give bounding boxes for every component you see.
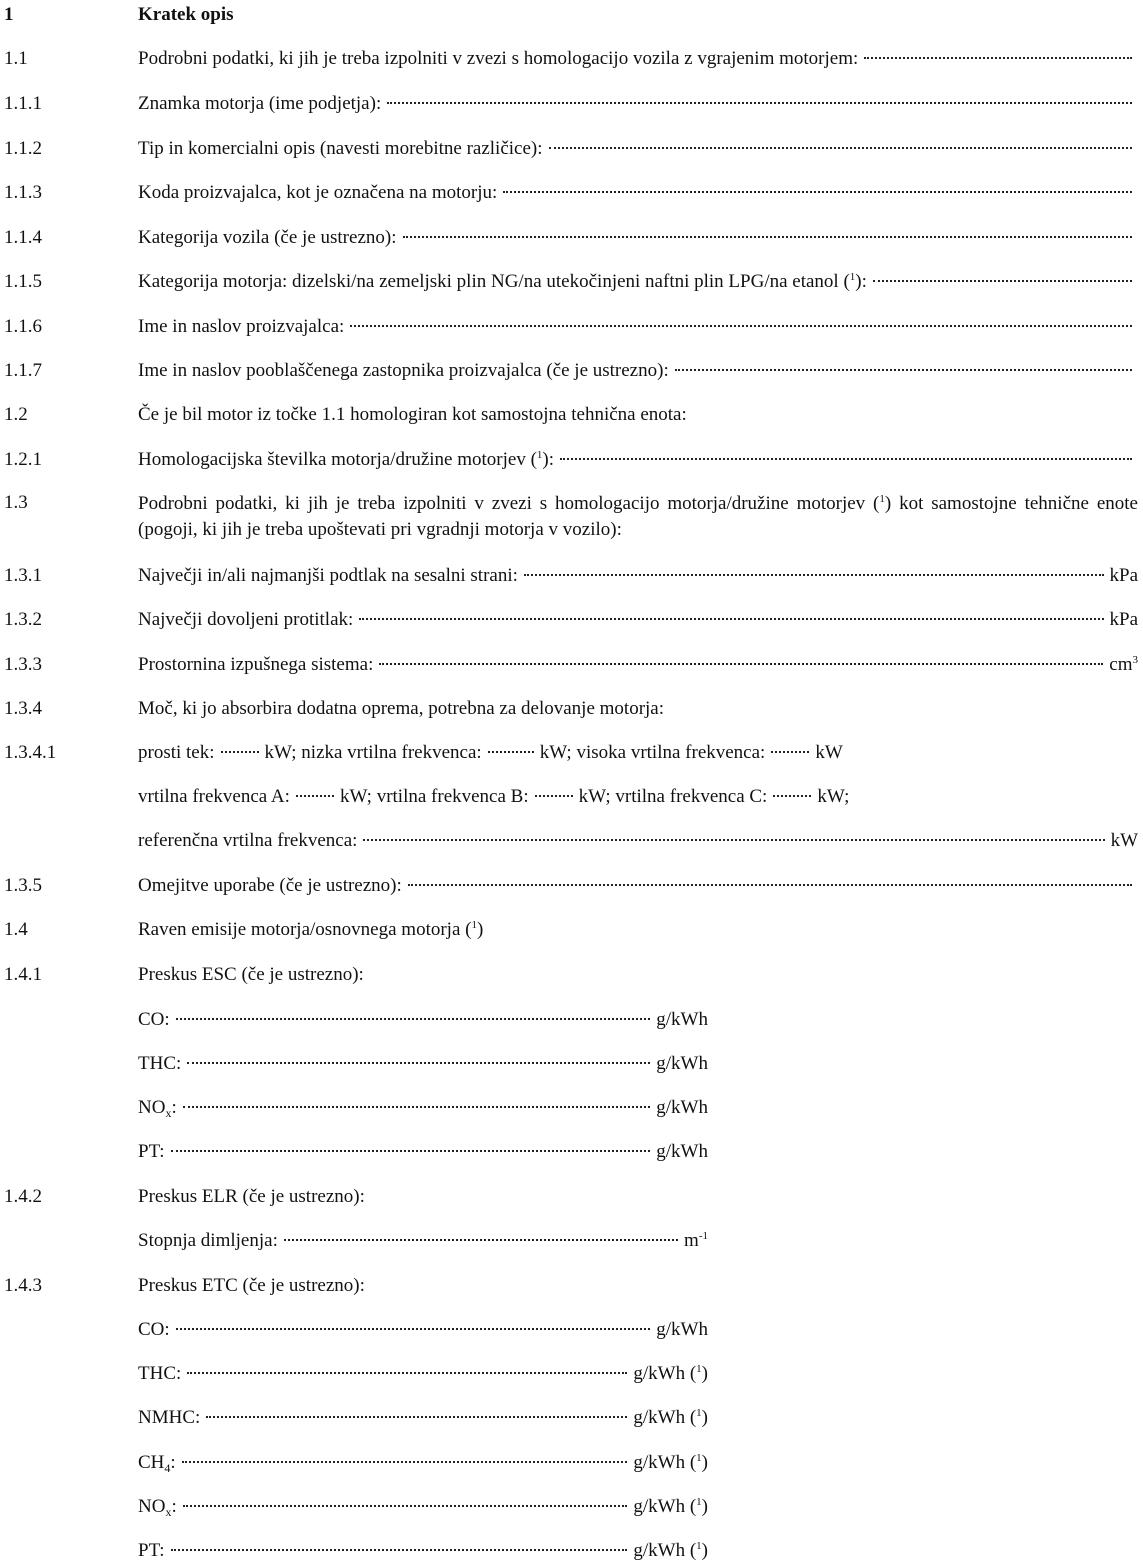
section-title: Kratek opis bbox=[138, 4, 234, 25]
label-thc: THC: bbox=[138, 1053, 182, 1074]
item-number: 1.1.3 bbox=[4, 182, 42, 203]
fill-line[interactable] bbox=[560, 458, 1132, 460]
fill-line[interactable] bbox=[176, 1018, 651, 1020]
unit: kPa bbox=[1109, 609, 1138, 630]
unit: g/kWh ( bbox=[633, 1452, 697, 1473]
item-number: 1.1.1 bbox=[4, 93, 42, 114]
subscript: 4 bbox=[164, 1461, 171, 1475]
label-idle: prosti tek: bbox=[138, 742, 215, 763]
footnote-ref: 1 bbox=[471, 919, 477, 931]
item-label: Prostornina izpušnega sistema: bbox=[138, 654, 374, 675]
fill-line[interactable] bbox=[864, 57, 1132, 59]
unit: kPa bbox=[1109, 565, 1138, 586]
fill-speed-b[interactable] bbox=[535, 795, 573, 797]
label-pt: PT: bbox=[138, 1141, 165, 1162]
item-label: Koda proizvajalca, kot je označena na motorju: bbox=[138, 182, 498, 203]
item-label: Ime in naslov pooblaščenega zastopnika proizvajalca (če je ustrezno): bbox=[138, 360, 669, 381]
item-label: Kategorija vozila (če je ustrezno): bbox=[138, 227, 397, 248]
item-label: Moč, ki jo absorbira dodatna oprema, potrebna za delovanje motorja: bbox=[138, 698, 665, 719]
item-number: 1.1.6 bbox=[4, 316, 42, 337]
label-co: CO: bbox=[138, 1009, 170, 1030]
paren: ): bbox=[855, 271, 867, 292]
item-number: 1.3.5 bbox=[4, 875, 42, 896]
item-label: Znamka motorja (ime podjetja): bbox=[138, 93, 382, 114]
unit: g/kWh ( bbox=[633, 1496, 697, 1517]
subscript: x bbox=[165, 1106, 172, 1120]
fill-line[interactable] bbox=[403, 236, 1133, 238]
item-label-cont: ) kot samostojne tehnične enote (pogoji, ki jih je treba upoštevati pri vgradnji motorja v vozilo): bbox=[138, 493, 1138, 540]
item-label: Preskus ELR (če je ustrezno): bbox=[138, 1186, 365, 1207]
item-number: 1.1 bbox=[4, 48, 28, 69]
paren: ): bbox=[542, 449, 555, 470]
item-number: 1.2 bbox=[4, 404, 28, 425]
item-number: 1.3.3 bbox=[4, 654, 42, 675]
unit: g/kWh bbox=[656, 1053, 708, 1074]
fill-line[interactable] bbox=[408, 884, 1132, 886]
fill-line[interactable] bbox=[171, 1150, 651, 1152]
unit: g/kWh ( bbox=[633, 1540, 697, 1561]
item-number: 1.4.2 bbox=[4, 1186, 42, 1207]
fill-line[interactable] bbox=[675, 369, 1132, 371]
item-number: 1.1.4 bbox=[4, 227, 42, 248]
unit: g/kWh ( bbox=[633, 1363, 697, 1384]
fill-line[interactable] bbox=[379, 663, 1103, 665]
fill-low-speed[interactable] bbox=[488, 751, 534, 753]
fill-line[interactable] bbox=[503, 191, 1132, 193]
fill-speed-c[interactable] bbox=[773, 795, 811, 797]
unit: g/kWh bbox=[656, 1141, 708, 1162]
fill-line[interactable] bbox=[182, 1461, 628, 1463]
fill-line[interactable] bbox=[171, 1549, 628, 1551]
footnote-ref: 1 bbox=[696, 1407, 702, 1419]
footnote-ref: 1 bbox=[696, 1363, 702, 1375]
paren: ) bbox=[476, 919, 484, 940]
item-number: 1.3.4.1 bbox=[4, 742, 57, 763]
fill-high-speed[interactable] bbox=[771, 751, 809, 753]
item-label: Preskus ESC (če je ustrezno): bbox=[138, 964, 364, 985]
item-label: Preskus ETC (če je ustrezno): bbox=[138, 1275, 365, 1296]
label-thc: THC: bbox=[138, 1363, 182, 1384]
item-number: 1.3.4 bbox=[4, 698, 42, 719]
item-label: Ime in naslov proizvajalca: bbox=[138, 316, 345, 337]
unit: g/kWh bbox=[656, 1319, 708, 1340]
item-label: Podrobni podatki, ki jih je treba izpolniti v zvezi s homologacijo vozila z vgrajenim motorjem: bbox=[138, 48, 859, 69]
fill-line[interactable] bbox=[350, 325, 1132, 327]
item-label: Če je bil motor iz točke 1.1 homologiran kot samostojna tehnična enota: bbox=[138, 404, 687, 425]
fill-line[interactable] bbox=[359, 618, 1103, 620]
label-pt: PT: bbox=[138, 1540, 165, 1561]
paren: ) bbox=[701, 1407, 708, 1428]
unit: cm bbox=[1109, 654, 1133, 675]
unit: kW bbox=[1110, 830, 1138, 851]
item-label: Kategorija motorja: dizelski/na zemeljski plin NG/na utekočinjeni naftni plin LPG/na etanol ( bbox=[138, 271, 850, 292]
item-number: 1.4.3 bbox=[4, 1275, 42, 1296]
fill-line[interactable] bbox=[183, 1106, 651, 1108]
unit-exponent: -1 bbox=[698, 1230, 708, 1242]
label-low-speed: kW; nizka vrtilna frekvenca: bbox=[264, 742, 482, 763]
paren: ) bbox=[701, 1496, 708, 1517]
fill-line[interactable] bbox=[187, 1372, 627, 1374]
item-label: Največji dovoljeni protitlak: bbox=[138, 609, 354, 630]
item-number: 1.1.7 bbox=[4, 360, 42, 381]
colon: : bbox=[170, 1452, 176, 1473]
item-label: Raven emisije motorja/osnovnega motorja ( bbox=[138, 919, 472, 940]
unit: g/kWh bbox=[656, 1009, 708, 1030]
footnote-ref: 1 bbox=[696, 1540, 702, 1552]
label-reference-speed: referenčna vrtilna frekvenca: bbox=[138, 830, 358, 851]
footnote-ref: 1 bbox=[879, 493, 885, 505]
label-high-speed: kW; visoka vrtilna frekvenca: bbox=[539, 742, 766, 763]
unit: g/kWh ( bbox=[633, 1407, 697, 1428]
item-number: 1.3 bbox=[4, 492, 28, 513]
fill-line[interactable] bbox=[206, 1416, 627, 1418]
item-label: Homologacijska številka motorja/družine motorjev ( bbox=[138, 449, 537, 470]
unit-exponent: 3 bbox=[1132, 654, 1138, 666]
fill-idle[interactable] bbox=[221, 751, 259, 753]
item-label: Omejitve uporabe (če je ustrezno): bbox=[138, 875, 402, 896]
unit: kW bbox=[815, 742, 843, 763]
fill-line[interactable] bbox=[549, 147, 1132, 149]
footnote-ref: 1 bbox=[696, 1452, 702, 1464]
footnote-ref: 1 bbox=[849, 271, 856, 283]
fill-line[interactable] bbox=[363, 839, 1104, 841]
footnote-ref: 1 bbox=[696, 1496, 702, 1508]
fill-line[interactable] bbox=[176, 1328, 651, 1330]
item-number: 1.4.1 bbox=[4, 964, 42, 985]
paren: ) bbox=[701, 1452, 708, 1473]
item-label: Tip in komercialni opis (navesti morebitne različice): bbox=[138, 138, 543, 159]
item-number: 1.3.2 bbox=[4, 609, 42, 630]
label-co: CO: bbox=[138, 1319, 170, 1340]
unit: kW; bbox=[817, 786, 850, 807]
item-number: 1.3.1 bbox=[4, 565, 42, 586]
label-ch4: CH bbox=[138, 1452, 165, 1473]
label-smoke: Stopnja dimljenja: bbox=[138, 1230, 278, 1251]
fill-line[interactable] bbox=[183, 1505, 628, 1507]
section-number: 1 bbox=[4, 4, 14, 25]
fill-line[interactable] bbox=[284, 1239, 678, 1241]
subscript: x bbox=[165, 1505, 172, 1519]
label-nox: NO bbox=[138, 1097, 166, 1118]
fill-line[interactable] bbox=[387, 102, 1132, 104]
fill-line[interactable] bbox=[187, 1062, 650, 1064]
label-nox: NO bbox=[138, 1496, 166, 1517]
item-label: Podrobni podatki, ki jih je treba izpolniti v zvezi s homologacijo motorja/družine motorjev ( bbox=[138, 493, 880, 514]
colon: : bbox=[171, 1496, 177, 1517]
label-speed-a: vrtilna frekvenca A: bbox=[138, 786, 290, 807]
footnote-ref: 1 bbox=[536, 449, 543, 461]
unit: g/kWh bbox=[656, 1097, 708, 1118]
item-label: Največji in/ali najmanjši podtlak na sesalni strani: bbox=[138, 565, 518, 586]
unit: m bbox=[684, 1230, 699, 1251]
fill-line[interactable] bbox=[873, 280, 1132, 282]
label-speed-c: kW; vrtilna frekvenca C: bbox=[578, 786, 768, 807]
item-number: 1.1.5 bbox=[4, 271, 42, 292]
item-number: 1.2.1 bbox=[4, 449, 42, 470]
colon: : bbox=[171, 1097, 177, 1118]
fill-line[interactable] bbox=[524, 574, 1104, 576]
label-speed-b: kW; vrtilna frekvenca B: bbox=[339, 786, 529, 807]
label-nmhc: NMHC: bbox=[138, 1407, 201, 1428]
item-number: 1.4 bbox=[4, 919, 28, 940]
paren: ) bbox=[701, 1363, 708, 1384]
fill-speed-a[interactable] bbox=[296, 795, 334, 797]
item-number: 1.1.2 bbox=[4, 138, 42, 159]
paren: ) bbox=[701, 1540, 708, 1561]
